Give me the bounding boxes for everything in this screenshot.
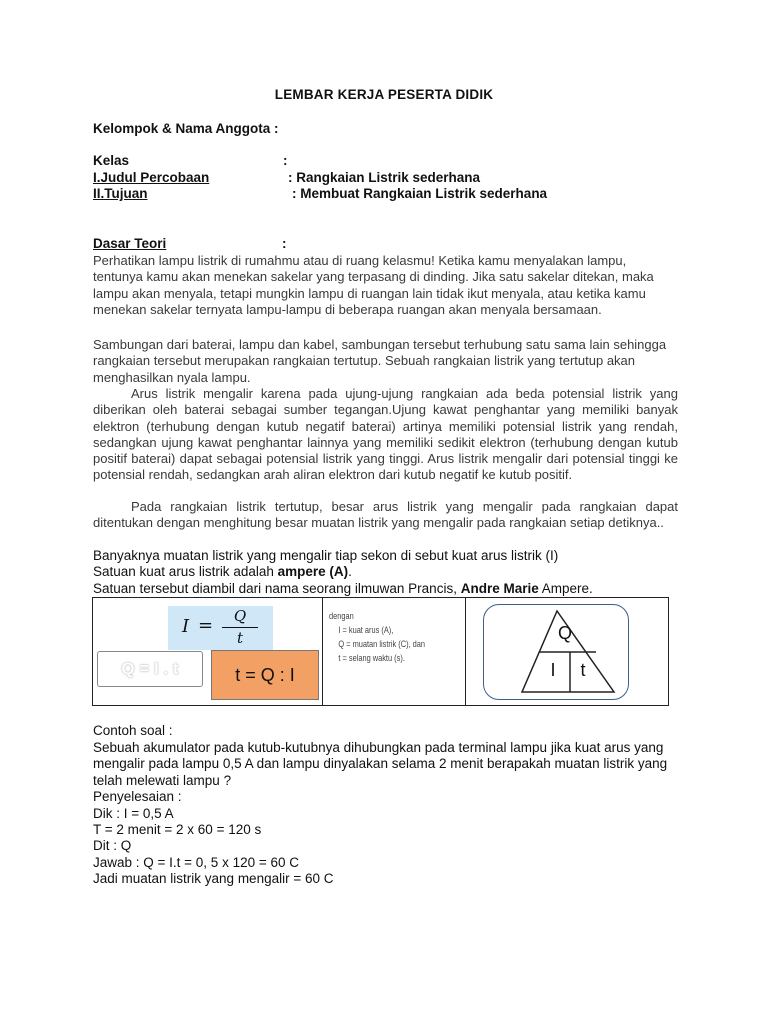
example-question: Sebuah akumulator pada kutub-kutubnya dihubungkan pada terminal lampu jika kuat arus yang mengalir pada lampu 0,5 A dan lampu dinyalakan selama 2 menit berapakah muatan listrik yang telah melewati lampu ? [93, 740, 668, 788]
judul-percobaan-value: : Rangkaian Listrik sederhana [288, 170, 481, 185]
paragraph-arus [93, 386, 678, 484]
triangle-t-label: t [580, 660, 586, 680]
line-ilmuwan [93, 581, 593, 597]
tujuan-value: : Membuat Rangkaian Listrik sederhana [292, 186, 548, 201]
answer-line: Jawab : Q = I.t = 0, 5 x 120 = 60 C [93, 855, 299, 870]
ampere-name: Ampere. [538, 581, 593, 596]
triangle-i-label: I [550, 660, 556, 680]
kelompok-label: Kelompok & Nama Anggota : [93, 121, 279, 136]
solution-heading: Penyelesaian : [93, 789, 182, 804]
figure-divider-2 [465, 598, 466, 705]
paragraph-rangkaian-text: Pada rangkaian listrik tertutup, besar arus listrik yang mengalir pada rangkaian dapat ditentukan dengan menghitung besar muatan listrik yang mengalir pada rangkaian setiap detiknya.. [93, 499, 678, 531]
dengan-label: dengan [329, 611, 354, 622]
asked-charge: Dit : Q [93, 838, 132, 853]
paragraph-arus-text: Arus listrik mengalir karena pada ujung-ujung rangkaian ada beda potensial listrik yang diberikan oleh baterai sebagai sumber tegangan.Ujung kawat penghantar yang memiliki banyak elektron (terhubung dengan kutub negatif baterai) artinya memiliki potensial listrik yang rendah, sedangkan ujung kawat penghantar lainnya yang memiliki sedikit elektron (terhubung dengan kutub positif baterai) dapat sebagai potensial listrik yang tinggi. Arus listrik mengalir dari potensial tinggi ke potensial rendah, sedangkan arah aliran elektron dari kutub negatif ke kutub positif. [93, 386, 678, 483]
page-title: LEMBAR KERJA PESERTA DIDIK [274, 87, 494, 102]
formula-numerator: Q [233, 607, 247, 625]
ampere-bold: ampere (A) [277, 564, 349, 579]
formula-denominator: t [236, 629, 244, 647]
conclusion-line: Jadi muatan listrik yang mengalir = 60 C [93, 871, 334, 886]
example-heading: Contoh soal : [93, 723, 173, 738]
paragraph-rangkaian-tertutup [93, 499, 678, 532]
tujuan-label: II.Tujuan [93, 186, 148, 201]
line-kuat-arus: Banyaknya muatan listrik yang mengalir tiap sekon di sebut kuat arus listrik (I) [93, 548, 559, 563]
paragraph-sambungan: Sambungan dari baterai, lampu dan kabel, sambungan tersebut terhubung satu sama lain sehingga rangkaian tersebut merupakan rangkaian tertutup. Sebuah rangkaian listrik yang tertutup akan menghasilkan nyala lampu. [93, 337, 667, 385]
definition-current: I = kuat arus (A), [338, 625, 394, 636]
kelas-colon: : [283, 153, 288, 168]
formula-i: I [182, 616, 190, 637]
dasar-teori-label: Dasar Teori [93, 236, 167, 251]
formula-triangle [484, 605, 627, 698]
figure-divider-1 [322, 598, 323, 705]
time-formula-box: t = Q : I [211, 650, 319, 700]
formula-figure [92, 597, 669, 706]
formula-triangle-box [483, 604, 629, 700]
satuan-period: . [348, 564, 352, 579]
andre-marie-bold: Andre Marie [460, 581, 539, 596]
fraction-bar [222, 627, 258, 628]
known-current: Dik : I = 0,5 A [93, 806, 174, 821]
definition-time: t = selang waktu (s). [338, 653, 405, 664]
definition-charge: Q = muatan listrik (C), dan [338, 639, 426, 650]
satuan-text: Satuan kuat arus listrik adalah [93, 564, 278, 579]
ilmuwan-text: Satuan tersebut diambil dari nama seorang ilmuwan Prancis, [93, 581, 461, 596]
known-time: T = 2 menit = 2 x 60 = 120 s [93, 822, 262, 837]
paragraph-intro: Perhatikan lampu listrik di rumahmu atau di ruang kelasmu! Ketika kamu menyalakan lampu, tentunya kamu akan menekan sakelar yang terpasang di dinding. Jika satu sakelar ditekan, maka lampu akan menyala, tetapi mungkin lampu di ruangan lain tidak ikut menyala, atau ketika kamu menekan sakelar ternyata lampu-lampu di beberapa ruangan akan menyala bersamaan. [93, 253, 654, 317]
triangle-q-label: Q [557, 623, 573, 643]
kelas-label: Kelas [93, 153, 130, 168]
charge-formula-box: Q = I . t [97, 651, 203, 687]
dasar-teori-colon: : [282, 236, 287, 251]
variable-definitions [329, 610, 425, 666]
judul-percobaan-label: I.Judul Percobaan [93, 170, 210, 185]
formula-equals: = [198, 615, 214, 636]
current-formula-box [168, 606, 273, 650]
line-satuan [93, 564, 352, 580]
